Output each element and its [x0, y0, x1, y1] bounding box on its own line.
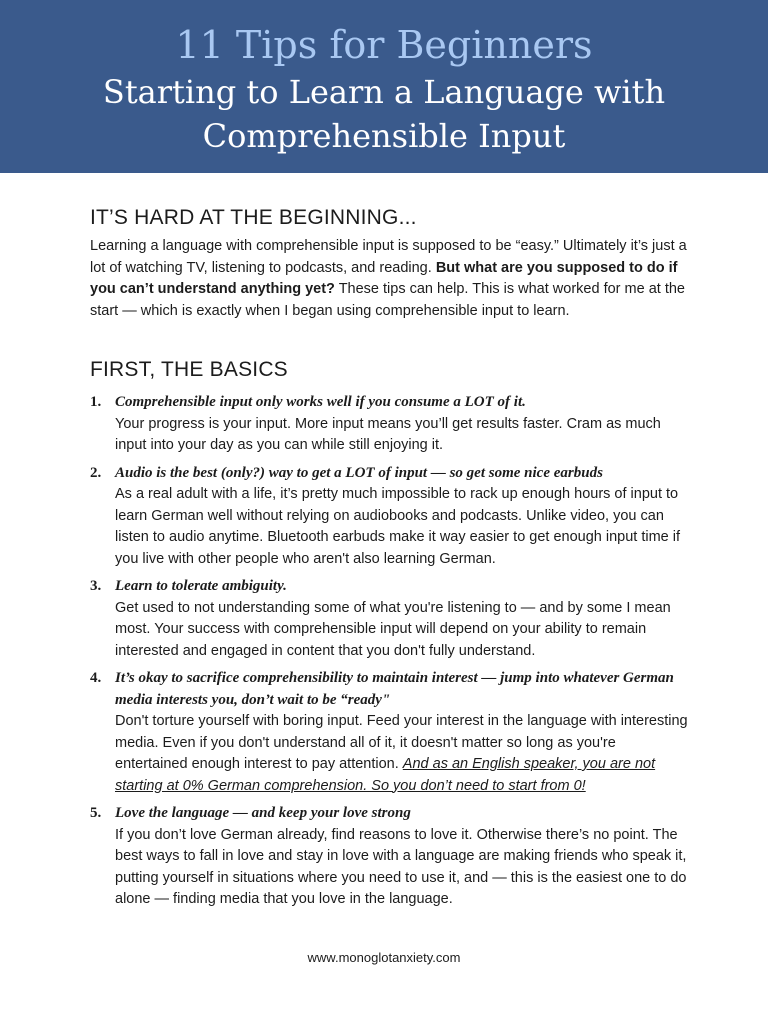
tip-number: 5.: [90, 805, 102, 821]
footer-url: www.monoglotanxiety.com: [307, 950, 461, 965]
list-item: [90, 803, 690, 911]
intro-text-2: These tips can help. This is what worked for me at the start — which is exactly when I began using comprehensible input to learn.: [90, 281, 685, 319]
tip-body: Don't torture yourself with boring input. Feed your interest in the language with interesting media. Even if you don't understand all of it, it doesn't matter so long as you're entertained enough interest to pay attention.: [115, 713, 688, 772]
tip-title: Audio is the best (only?) way to get a LOT of input — so get some nice earbuds: [115, 464, 603, 481]
tip-number: 1.: [90, 394, 102, 410]
basics-heading: FIRST, THE BASICS: [90, 358, 288, 381]
intro-heading: IT’S HARD AT THE BEGINNING...: [90, 206, 417, 229]
intro-text-1: Learning a language with comprehensible input is supposed to be “easy.” Ultimately it’s just a lot of watching TV, listening to podcasts, and reading.: [90, 238, 687, 276]
tip-number: 4.: [90, 670, 102, 686]
page-subtitle: Starting to Learn a Language with Comprehensible Input: [102, 73, 666, 155]
tip-body: As a real adult with a life, it’s pretty much impossible to rack up enough hours of input to learn German well without relying on audiobooks and podcasts. Unlike video, you can listen to audio anytime. Bluetooth earbuds make it way easier to get enough input time if you live with other people who aren't also learning German.: [115, 486, 681, 567]
main-content: [90, 200, 690, 917]
tip-body: Get used to not understanding some of what you're listening to — and by some I mean most. Your success with comprehensible input will depend on your ability to remain interested and engaged in content that you don't fully understand.: [115, 599, 671, 659]
list-item: [90, 392, 690, 457]
tip-number: 2.: [90, 464, 102, 481]
page-title: 11 Tips for Beginners: [175, 23, 593, 67]
tip-emphasis: And as an English speaker, you are not starting at 0% German comprehension. So you don’t need to start from 0!: [115, 756, 656, 794]
tip-title: Learn to tolerate ambiguity.: [115, 578, 287, 594]
intro-paragraph: [90, 236, 690, 322]
list-item: [90, 576, 690, 662]
tip-title: Love the language — and keep your love strong: [115, 805, 411, 821]
tip-body: If you don’t love German already, find reasons to love it. Otherwise there’s no point. The best ways to fall in love and stay in love with a language are making friends who speak it, putting yourself in situations where you need to use it, and — this is the easiest one to do alone — finding media that you love in the language.: [115, 826, 687, 907]
tip-title: Comprehensible input only works well if you consume a LOT of it.: [115, 394, 526, 410]
intro-bold-question: But what are you supposed to do if you can’t understand anything yet?: [90, 259, 678, 297]
tip-body: Your progress is your input. More input means you’ll get results faster. Cram as much input into your day as you can while still enjoying it.: [115, 415, 661, 453]
tip-title: It’s okay to sacrifice comprehensibility to maintain interest — jump into whatever German media interests you, don’t wait to be “ready": [115, 670, 674, 708]
list-item: [90, 463, 690, 571]
list-item: [90, 668, 690, 797]
tips-list: [90, 392, 690, 911]
header-banner: [0, 0, 768, 173]
tip-number: 3.: [90, 578, 102, 594]
